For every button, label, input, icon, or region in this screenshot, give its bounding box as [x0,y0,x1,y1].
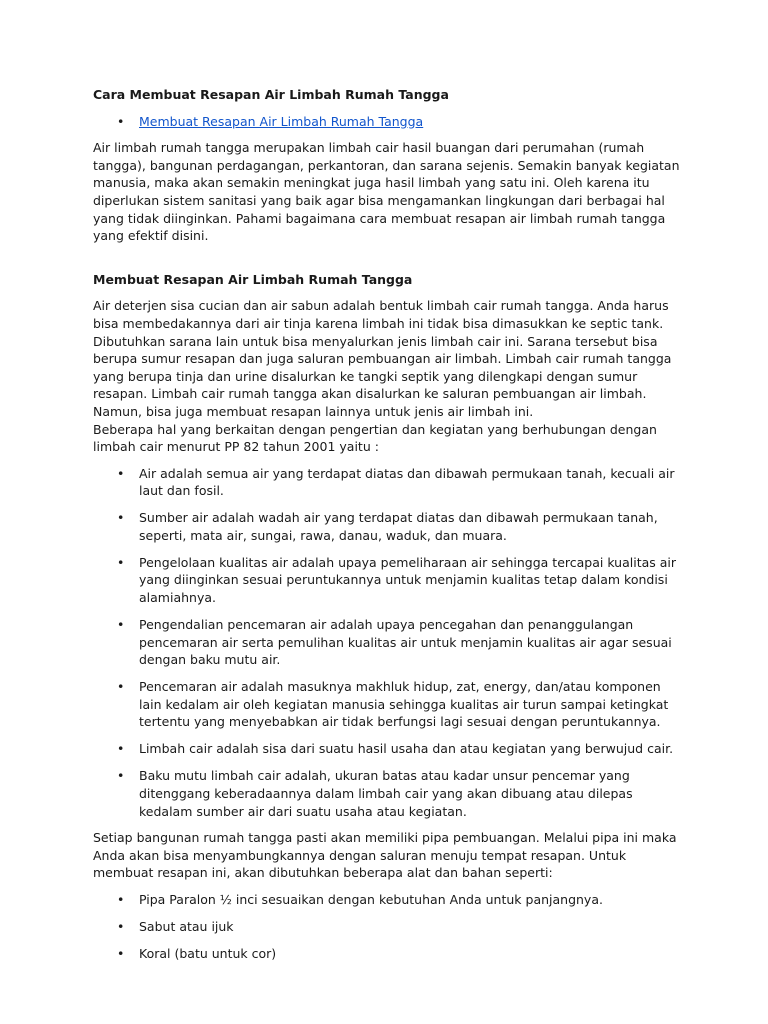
toc-link-membuat-resapan[interactable]: Membuat Resapan Air Limbah Rumah Tangga [139,113,424,129]
section-paragraph-3: Setiap bangunan rumah tangga pasti akan memiliki pipa pembuangan. Melalui pipa ini maka Anda akan bisa menyambungkannya dengan saluran menuju tempat resapan. Untuk membuat resapan ini, akan dibutuhkan beberapa alat dan bahan seperti: [93,830,677,881]
section-heading: Membuat Resapan Air Limbah Rumah Tangga [93,271,413,287]
list-item: • Sumber air adalah wadah air yang terdapat diatas dan dibawah permukaan tanah, seperti, mata air, sungai, rawa, danau, waduk, dan muara. [139,509,683,544]
list-item: • Limbah cair adalah sisa dari suatu hasil usaha dan atau kegiatan yang berwujud cair. [139,740,683,758]
list-item: • Air adalah semua air yang terdapat diatas dan dibawah permukaan tanah, kecuali air laut dan fosil. [139,465,683,500]
toc-item [139,113,683,131]
list-item: • Pengelolaan kualitas air adalah upaya pemeliharaan air sehingga tercapai kualitas air yang diinginkan sesuai peruntukannya untuk menjamin kualitas tetap dalam kondisi alamiahnya. [139,554,683,607]
list-item: • Pipa Paralon ½ inci sesuaikan dengan kebutuhan Anda untuk panjangnya. [139,891,683,909]
document-title: Cara Membuat Resapan Air Limbah Rumah Tangga [93,87,449,102]
materials-list [93,891,683,963]
list-item: • Pengendalian pencemaran air adalah upaya pencegahan dan penanggulangan pencemaran air serta pemulihan kualitas air untuk menjamin kualitas air agar sesuai dengan baku mutu air. [139,616,683,669]
spacer [93,254,683,271]
list-item: • Koral (batu untuk cor) [139,945,683,963]
intro-paragraph: Air limbah rumah tangga merupakan limbah cair hasil buangan dari perumahan (rumah tangga), bangunan perdagangan, perkantoran, dan sarana sejenis. Semakin banyak kegiatan manusia, maka akan semakin meningkat juga hasil limbah yang satu ini. Oleh karena itu diperlukan sistem sanitasi yang baik agar bisa mengamankan lingkungan dari berbagai hal yang tidak diinginkan. Pahami bagaimana cara membuat resapan air limbah rumah tangga yang efektif disini. [93,140,680,244]
section-paragraph-2: Beberapa hal yang berkaitan dengan pengertian dan kegiatan yang berhubungan dengan limbah cair menurut PP 82 tahun 2001 yaitu : [93,421,657,455]
list-item: • Pencemaran air adalah masuknya makhluk hidup, zat, energy, dan/atau komponen lain kedalam air oleh kegiatan manusia sehingga kualitas air turun sampai ketingkat tertentu yang menyebabkan air tidak berfungsi lagi sesuai dengan peruntukannya. [139,678,683,731]
table-of-contents [93,113,683,131]
document-page [93,86,683,971]
definitions-list [93,465,683,820]
list-item: • Baku mutu limbah cair adalah, ukuran batas atau kadar unsur pencemar yang ditenggang keberadaannya dalam limbah cair yang akan dibuang atau dilepas kedalam sumber air dari suatu usaha atau kegiatan. [139,767,683,820]
list-item: • Sabut atau ijuk [139,918,683,936]
section-paragraph-1: Air deterjen sisa cucian dan air sabun adalah bentuk limbah cair rumah tangga. Anda harus bisa membedakannya dari air tinja karena limbah ini tidak bisa dimasukkan ke septic tank. Dibutuhkan sarana lain untuk bisa menyalurkan jenis limbah cair ini. Sarana tersebut bisa berupa sumur resapan dan juga saluran pembuangan air limbah. Limbah cair rumah tangga yang berupa tinja dan urine disalurkan ke tangki septik yang dilengkapi dengan sumur resapan. Limbah cair rumah tangga akan disalurkan ke saluran pembuangan air limbah. Namun, bisa juga membuat resapan lainnya untuk jenis air limbah ini. [93,298,672,419]
